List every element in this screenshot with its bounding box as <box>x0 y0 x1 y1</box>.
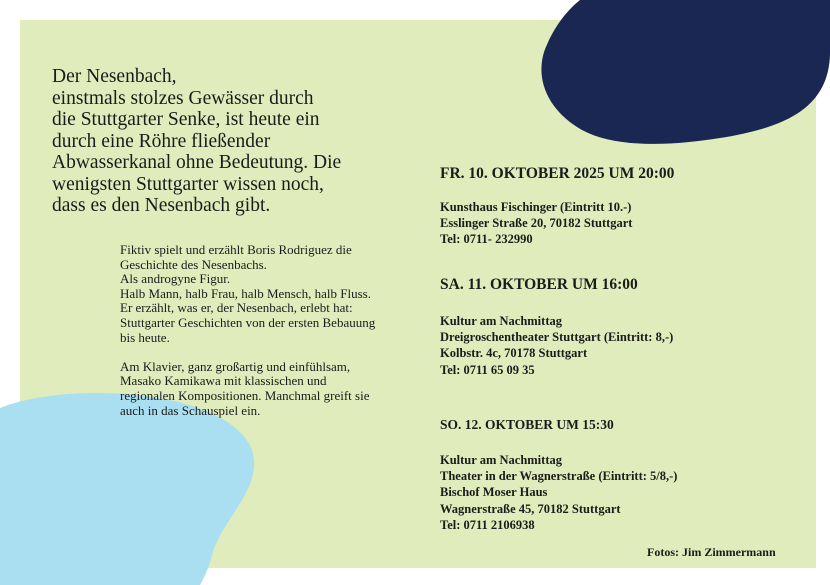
event-phone: Tel: 0711- 232990 <box>440 232 533 247</box>
description-line: auch in das Schauspiel ein. <box>120 402 261 418</box>
event-details <box>440 199 674 248</box>
event-heading: SA. 11. OKTOBER UM 16:00 <box>440 276 638 293</box>
description-block <box>120 243 410 418</box>
intro-line: die Stuttgarter Senke, ist heute ein <box>52 109 320 130</box>
event-entry: (Eintritt: 5/8,-) <box>595 469 678 484</box>
event-phone: Tel: 0711 65 09 35 <box>440 362 535 377</box>
intro-line: wenigsten Stuttgarter wissen noch, <box>52 173 324 195</box>
description-line: Fiktiv spielt und erzählt Boris Rodriguez die <box>120 242 352 257</box>
event-entry: (Eintritt 10.-) <box>556 200 632 214</box>
description-line: bis heute. <box>120 329 170 345</box>
event-venue-line <box>440 468 677 484</box>
event-heading: FR. 10. OKTOBER 2025 UM 20:00 <box>440 165 675 182</box>
event-friday <box>440 165 674 248</box>
navy-blob-decoration <box>520 0 830 150</box>
event-series: Kultur am Nachmittag <box>440 314 562 328</box>
description-line: Halb Mann, halb Frau, halb Mensch, halb Fluss. <box>120 285 371 301</box>
paragraph-gap <box>120 345 410 360</box>
intro-line: einstmals stolzes Gewässer durch <box>52 87 314 109</box>
description-line: Als androgyne Figur. <box>120 271 231 287</box>
event-address: Kolbstr. 4c, 70178 Stuttgart <box>440 346 588 361</box>
event-entry: (Eintritt: 8,-) <box>600 330 674 345</box>
description-line: Masako Kamikawa mit klassischen und <box>120 373 327 389</box>
intro-line: Der Nesenbach, <box>52 66 177 87</box>
description-line: Stuttgarter Geschichten von der ersten Bebauung <box>120 314 376 330</box>
intro-line: durch eine Röhre fließender <box>52 130 271 152</box>
event-venue: Dreigroschentheater Stuttgart <box>440 330 601 345</box>
event-venue-line <box>440 329 673 345</box>
photo-credit: Fotos: Jim Zimmermann <box>647 545 776 559</box>
event-saturday <box>440 276 673 378</box>
description-line: Geschichte des Nesenbachs. <box>120 256 267 272</box>
event-venue: Kunsthaus Fischinger <box>440 200 557 214</box>
description-line: Er erzählt, was er, der Nesenbach, erlebt hat: <box>120 300 353 316</box>
description-line: regionalen Kompositionen. Manchmal greift sie <box>120 387 370 403</box>
event-house: Bischof Moser Haus <box>440 485 548 500</box>
event-heading: SO. 12. OKTOBER UM 15:30 <box>440 417 614 432</box>
intro-line: dass es den Nesenbach gibt. <box>52 195 271 216</box>
event-phone: Tel: 0711 2106938 <box>440 517 535 532</box>
event-venue-line <box>440 199 674 215</box>
intro-paragraph <box>52 66 412 217</box>
event-address: Esslinger Straße 20, 70182 Stuttgart <box>440 216 633 231</box>
intro-line: Abwasserkanal ohne Bedeutung. Die <box>52 152 342 173</box>
event-address: Wagnerstraße 45, 70182 Stuttgart <box>440 501 621 516</box>
event-details <box>440 313 673 378</box>
event-sunday <box>440 416 677 533</box>
description-line: Am Klavier, ganz großartig und einfühlsam, <box>120 358 351 374</box>
event-venue: Theater in der Wagnerstraße <box>440 469 596 484</box>
event-details <box>440 452 677 533</box>
event-series: Kultur am Nachmittag <box>440 453 562 467</box>
